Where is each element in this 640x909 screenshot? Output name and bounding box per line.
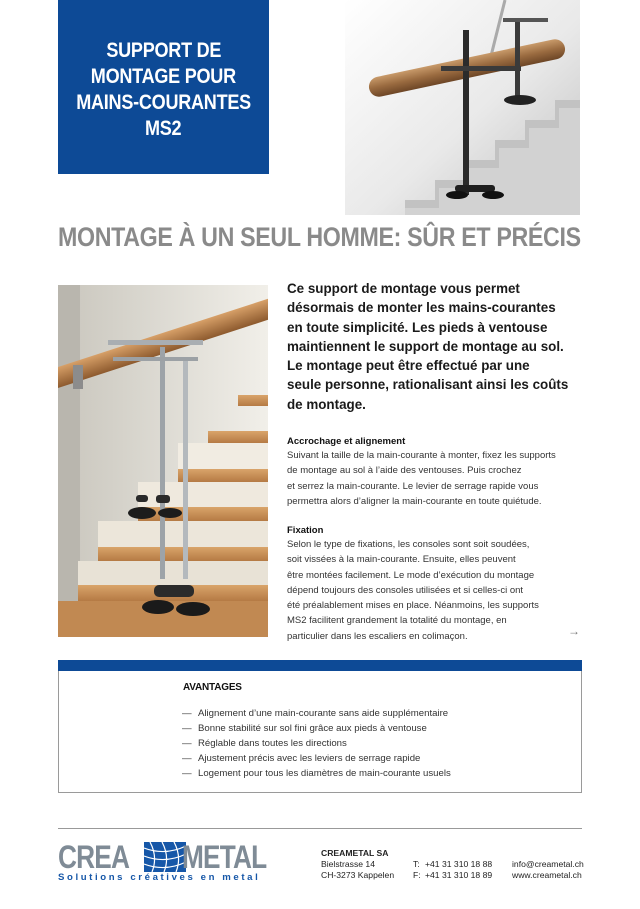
list-item bbox=[182, 766, 451, 781]
intro-line: désormais de monter les mains-courantes bbox=[287, 300, 556, 316]
list-item bbox=[182, 706, 451, 721]
section-line: Selon le type de fixations, les consoles sont soit soudées, bbox=[287, 539, 530, 550]
advantage-text: Logement pour tous les diamètres de main-courante usuels bbox=[198, 768, 451, 779]
fax-number: +41 31 310 18 89 bbox=[425, 870, 493, 880]
dash-bullet: — bbox=[182, 723, 192, 734]
title-line-3: MAINS-COURANTES bbox=[76, 91, 251, 114]
phone-labels bbox=[413, 859, 421, 881]
phone-number: +41 31 310 18 88 bbox=[425, 859, 493, 869]
email-link[interactable]: info@creametal.ch bbox=[512, 859, 584, 869]
section-line: de montage au sol à l’aide des ventouses. Puis crochez bbox=[287, 465, 522, 477]
title-line-1: SUPPORT DE bbox=[106, 39, 221, 62]
section-line: dépend toujours des consoles utilisées et si celles-ci ont bbox=[287, 584, 524, 596]
website-link[interactable]: www.creametal.ch bbox=[512, 870, 582, 880]
dash-bullet: — bbox=[182, 768, 192, 779]
intro-line: Ce support de montage vous permet bbox=[287, 281, 520, 296]
phone-numbers bbox=[425, 859, 492, 881]
staircase-photo bbox=[58, 285, 268, 637]
section-line: été préalablement mises en place. Néanmoins, les supports bbox=[287, 600, 539, 612]
footer-divider bbox=[58, 828, 582, 829]
section-title-fixation: Fixation bbox=[287, 525, 324, 536]
product-photo-graphic bbox=[345, 0, 580, 215]
phone-label: T: bbox=[413, 859, 420, 869]
next-page-arrow-icon: → bbox=[568, 624, 580, 638]
list-item bbox=[182, 751, 451, 766]
list-item bbox=[182, 721, 451, 736]
section-line: soit vissées à la main-courante. Ensuite, elles peuvent bbox=[287, 554, 516, 566]
address-city: CH-3273 Kappelen bbox=[321, 870, 395, 880]
section-line: particulier dans les escaliers en colimaçon. bbox=[287, 630, 468, 642]
section-line: et serrez la main-courante. Le levier de serrage rapide vous bbox=[287, 480, 539, 492]
logo-mesh-icon bbox=[144, 842, 186, 872]
company-logo bbox=[58, 838, 270, 888]
section-line: être montées facilement. Le mode d’exécution du montage bbox=[287, 569, 535, 581]
dash-bullet: — bbox=[182, 738, 192, 749]
title-line-2: MONTAGE POUR bbox=[90, 65, 237, 88]
section-line: permettra alors d’aligner la main-courante en toute quiétude. bbox=[287, 495, 542, 507]
intro-line: maintiennent le support de montage au sol. bbox=[287, 338, 564, 354]
section-body-fixation bbox=[287, 537, 587, 644]
dash-bullet: — bbox=[182, 708, 192, 719]
advantages-header-bar bbox=[58, 660, 582, 671]
title-box bbox=[58, 0, 269, 174]
company-name: CREAMETAL SA bbox=[321, 848, 389, 858]
company-address bbox=[321, 848, 394, 881]
address-street: Bielstrasse 14 bbox=[321, 859, 375, 869]
advantage-text: Réglable dans toutes les directions bbox=[198, 738, 347, 749]
fax-label: F: bbox=[413, 870, 421, 880]
advantages-title: AVANTAGES bbox=[183, 682, 242, 693]
product-photo bbox=[345, 0, 580, 215]
list-item bbox=[182, 736, 451, 751]
advantage-text: Alignement d’une main-courante sans aide supplémentaire bbox=[198, 708, 449, 719]
logo-tagline: Solutions créatives en metal bbox=[58, 872, 261, 883]
section-title-alignment: Accrochage et alignement bbox=[287, 436, 406, 447]
online-contact bbox=[512, 859, 584, 881]
staircase-photo-graphic bbox=[58, 285, 268, 637]
advantages-list bbox=[182, 706, 451, 781]
advantage-text: Bonne stabilité sur sol fini grâce aux pieds à ventouse bbox=[198, 723, 427, 734]
intro-line: Le montage peut être effectué par une bbox=[287, 358, 530, 374]
logo-text-right: METAL bbox=[182, 839, 267, 875]
logo-text-left: CREA bbox=[58, 839, 130, 875]
dash-bullet: — bbox=[182, 753, 192, 764]
headline: MONTAGE À UN SEUL HOMME: SÛR ET PRÉCIS bbox=[58, 222, 581, 252]
section-line: MS2 facilitent grandement la totalité du montage, en bbox=[287, 615, 507, 627]
intro-line: en toute simplicité. Les pieds à ventouse bbox=[287, 319, 548, 335]
section-line: Suivant la taille de la main-courante à monter, fixez les supports bbox=[287, 450, 556, 461]
section-body-alignment bbox=[287, 448, 587, 509]
advantage-text: Ajustement précis avec les leviers de serrage rapide bbox=[198, 753, 421, 764]
intro-paragraph bbox=[287, 279, 587, 414]
intro-line: de montage. bbox=[287, 396, 366, 412]
intro-line: seule personne, rationalisant ainsi les coûts bbox=[287, 377, 569, 393]
title-line-4: MS2 bbox=[145, 117, 182, 140]
